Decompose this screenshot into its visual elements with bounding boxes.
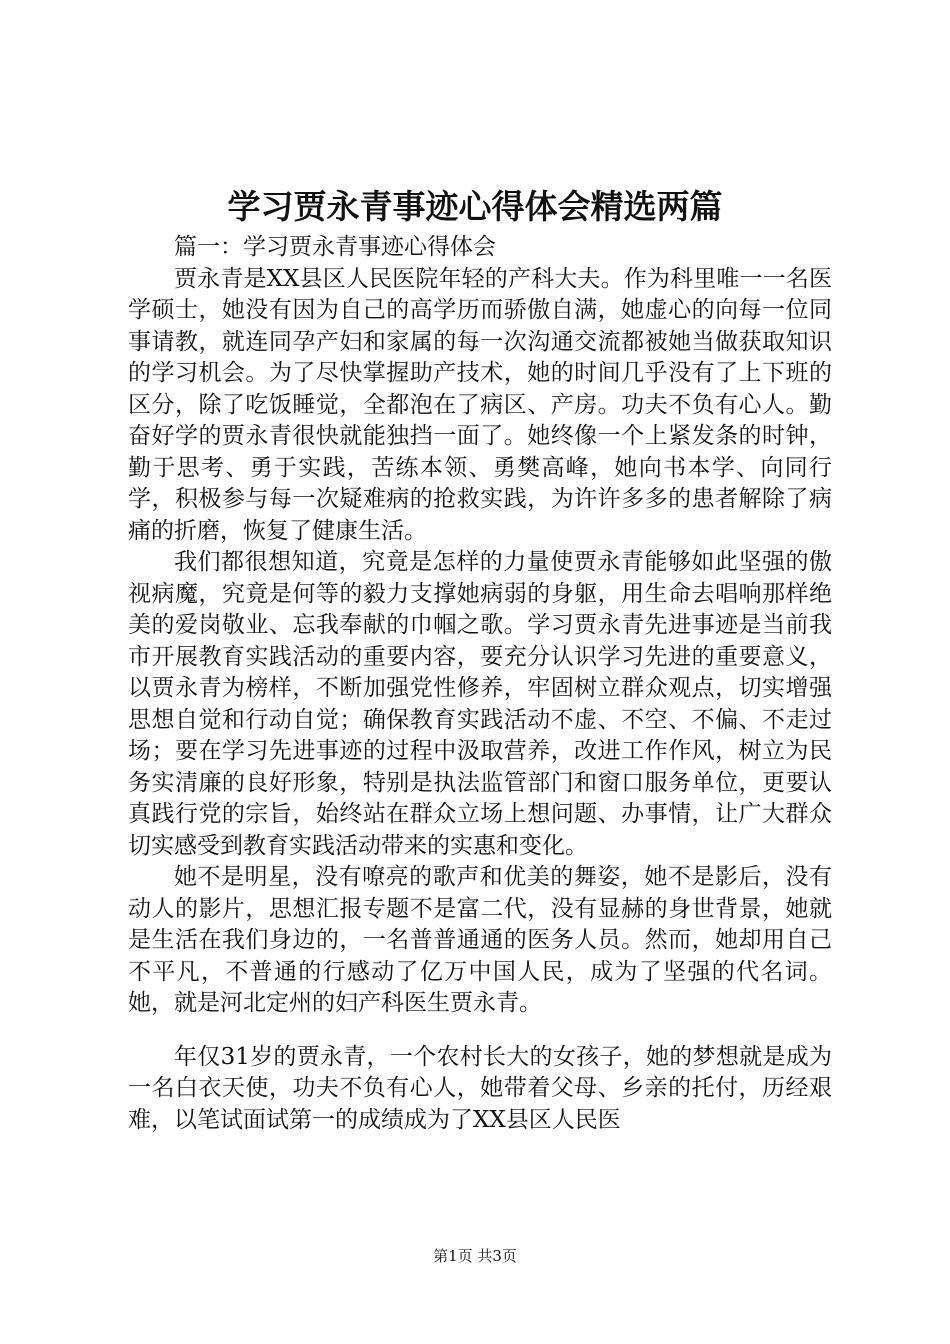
document-title: 学习贾永青事迹心得体会精选两篇	[227, 187, 723, 226]
document-body	[128, 232, 832, 1136]
page-number-footer: 第1页 共3页	[433, 1247, 517, 1265]
paragraph-gap	[128, 1020, 832, 1042]
paragraph-1: 贾永青是XX县区人民医院年轻的产科大夫。作为科里唯一一名医学硕士，她没有因为自己的高学历而骄傲自满，她虚心的向每一位同事请教，就连同孕产妇和家属的每一次沟通交流都被她当做获取知识的学习机会。为了尽快掌握助产技术，她的时间几乎没有了上下班的区分，除了吃饭睡觉，全都泡在了病区、产房。功夫不负有心人。勤奋好学的贾永青很快就能独挡一面了。她终像一个上紧发条的时钟，勤于思考、勇于实践，苦练本领、勇樊高峰，她向书本学、向同行学，积极参与每一次疑难病的抢救实践，为许许多多的患者解除了病痛的折磨，恢复了健康生活。	[128, 265, 832, 544]
paragraph-3: 她不是明星，没有嘹亮的歌声和优美的舞姿，她不是影后，没有动人的影片，思想汇报专题不是富二代，没有显赫的身世背景，她就是生活在我们身边的，一名普普通通的医务人员。然而，她却用自己不平凡，不普通的行感动了亿万中国人民，成为了坚强的代名词。她，就是河北定州的妇产科医生贾永青。	[128, 864, 832, 1016]
paragraph-2: 我们都很想知道，究竟是怎样的力量使贾永青能够如此坚强的傲视病魔，究竟是何等的毅力支撑她病弱的身躯，用生命去唱响那样绝美的爱岗敬业、忘我奉献的巾帼之歌。学习贾永青先进事迹是当前我市开展教育实践活动的重要内容，要充分认识学习先进的重要意义，以贾永青为榜样，不断加强党性修养，牢固树立群众观点，切实增强思想自觉和行动自觉；确保教育实践活动不虚、不空、不偏、不走过场；要在学习先进事迹的过程中汲取营养，改进工作作风，树立为民务实清廉的良好形象，特别是执法监管部门和窗口服务单位，更要认真践行党的宗旨，始终站在群众立场上想问题、办事情，让广大群众切实感受到教育实践活动带来的实惠和变化。	[128, 549, 832, 859]
section-label: 篇一：学习贾永青事迹心得体会	[174, 234, 496, 260]
paragraph-4: 年仅31岁的贾永青，一个农村长大的女孩子，她的梦想就是成为一名白衣天使，功夫不负有心人，她带着父母、乡亲的托付，历经艰难，以笔试面试第一的成绩成为了XX县区人民医	[128, 1043, 832, 1133]
